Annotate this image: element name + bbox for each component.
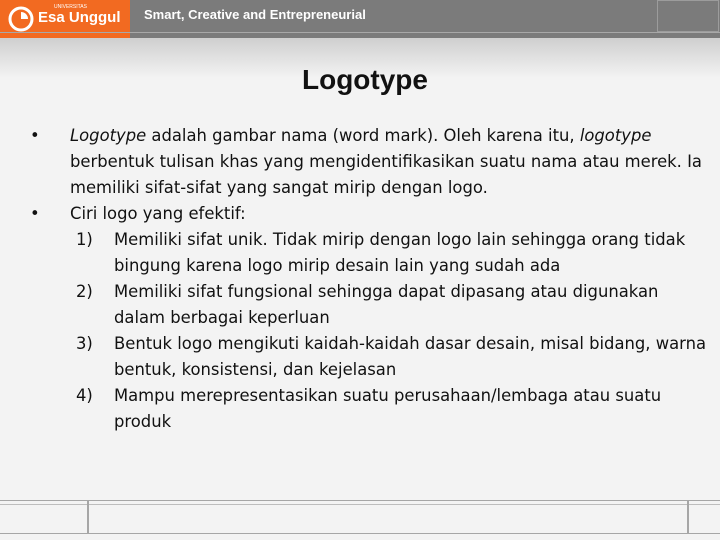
header-divider [0, 32, 720, 33]
footer-box-center [88, 500, 688, 534]
italic-term: logotype [579, 126, 652, 145]
header-decor-box [657, 0, 719, 32]
numbered-list [30, 227, 710, 435]
list-item [30, 279, 710, 331]
bullet-marker: • [30, 126, 40, 145]
bullet-text: Ciri logo yang efektif: [70, 204, 246, 223]
bullet-text [70, 126, 702, 197]
list-item-text: Mampu merepresentasikan suatu perusahaan/lembaga atau suatu produk [114, 386, 662, 431]
list-number: 3) [76, 334, 93, 353]
list-item [30, 227, 710, 279]
list-number: 4) [76, 386, 93, 405]
bullet-text-part: adalah gambar nama (word mark). Oleh karena itu, [146, 126, 580, 145]
italic-term: Logotype [70, 126, 147, 145]
list-item [30, 383, 710, 435]
bullet-marker: • [30, 204, 40, 223]
slide-title: Logotype [302, 64, 428, 95]
bullet-item [30, 123, 710, 201]
tagline: Smart, Creative and Entrepreneurial [144, 7, 366, 22]
list-item-text: Bentuk logo mengikuti kaidah-kaidah dasar desain, misal bidang, warna bentuk, konsistensi, dan kejelasan [114, 334, 707, 379]
list-number: 2) [76, 282, 93, 301]
slide-content [30, 123, 710, 435]
bullet-item [30, 201, 710, 227]
bullet-text-part: berbentuk tulisan khas yang mengidentifikasikan suatu nama atau merek. Ia memiliki sifat-sifat yang sangat mirip dengan logo. [70, 152, 702, 197]
list-item-text: Memiliki sifat unik. Tidak mirip dengan logo lain sehingga orang tidak bingung karena logo mirip desain lain yang sudah ada [114, 230, 686, 275]
list-item-text: Memiliki sifat fungsional sehingga dapat dipasang atau digunakan dalam berbagai keperluan [114, 282, 659, 327]
list-item [30, 331, 710, 383]
brand-small-text: UNIVERSITAS [54, 4, 87, 10]
list-number: 1) [76, 230, 93, 249]
university-logo-icon [8, 6, 34, 32]
footer-box-right [688, 500, 720, 534]
footer-box-left [0, 500, 88, 534]
brand-name: Esa Unggul [38, 9, 121, 26]
